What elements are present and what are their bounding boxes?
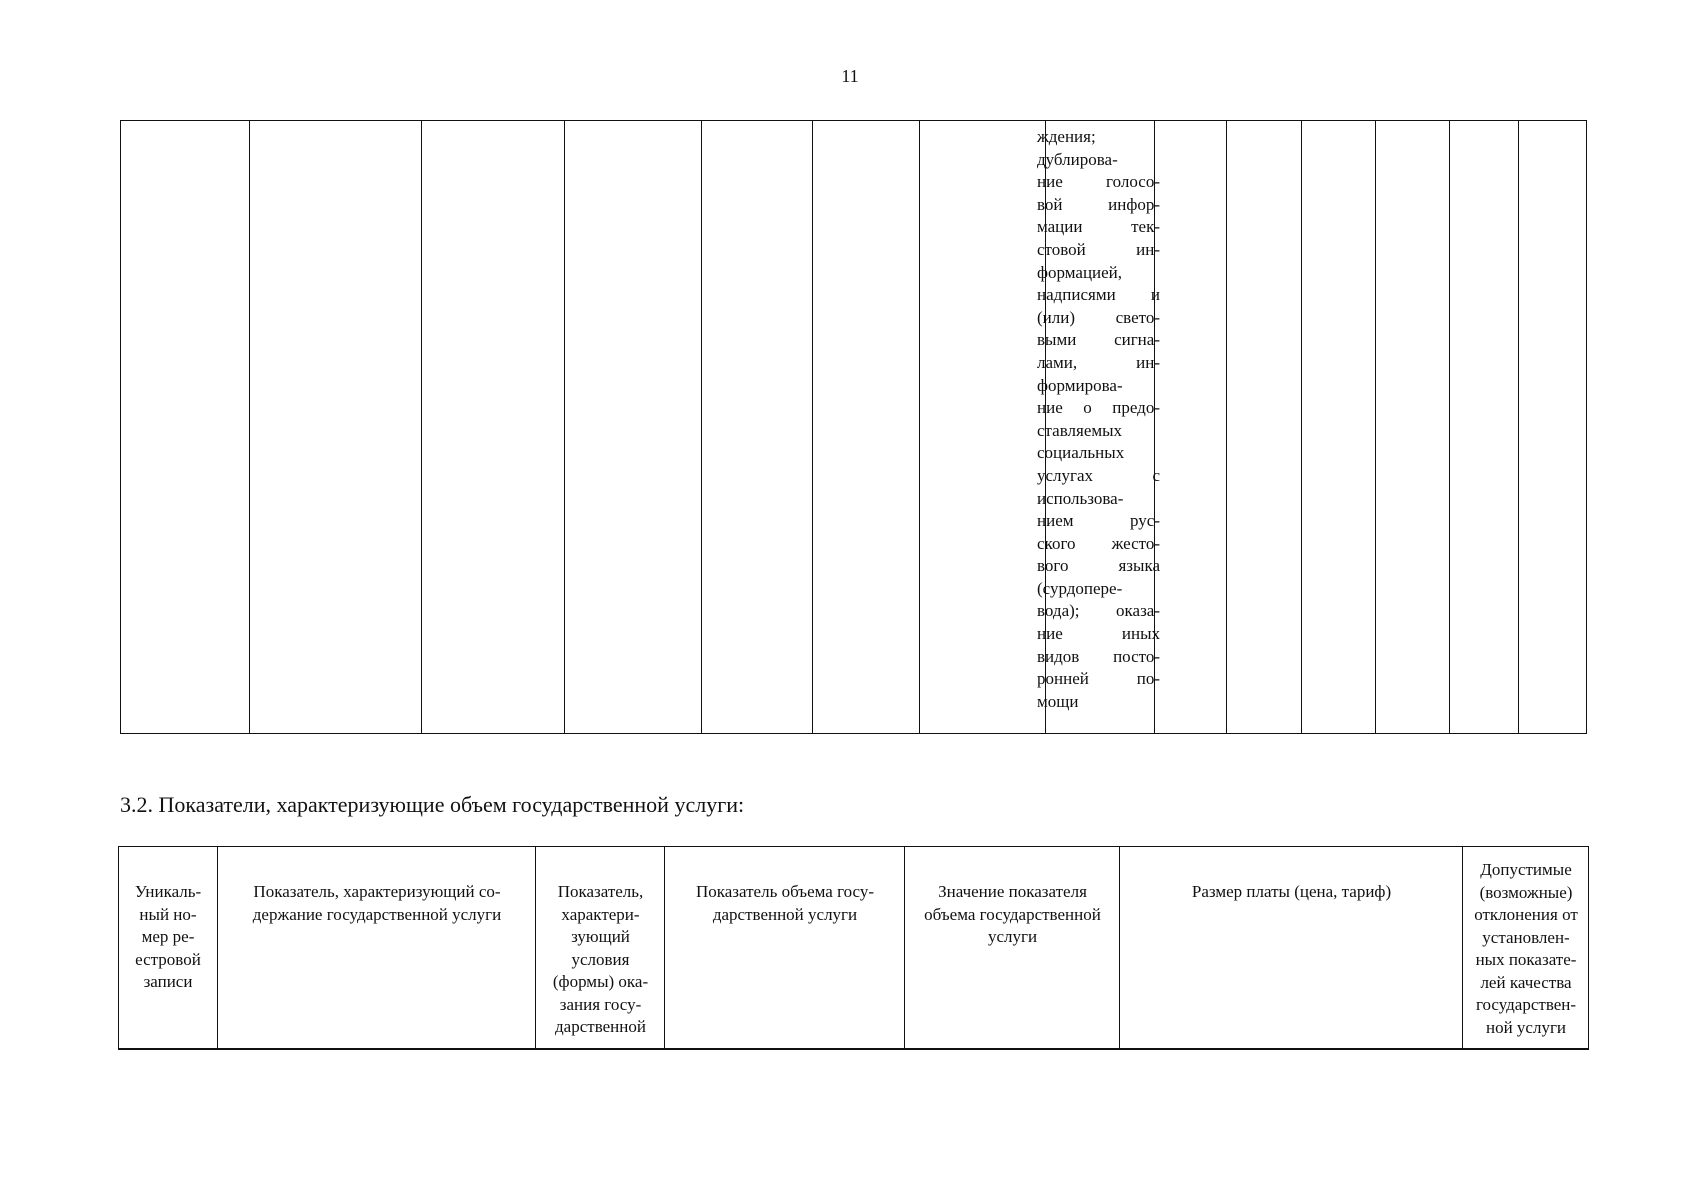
column-divider <box>564 121 565 733</box>
column-divider <box>919 121 920 733</box>
cell-line: лами, ин- <box>1037 352 1160 372</box>
header-volume-indicator: Показатель объема госу- дарственной услуги <box>695 882 875 924</box>
cell-line: формирова- <box>1037 375 1123 395</box>
column-divider <box>1226 121 1227 733</box>
cell-line: ние о предо- <box>1037 398 1160 418</box>
column-divider <box>1375 121 1376 733</box>
column-divider <box>1301 121 1302 733</box>
header-content-indicator: Показатель, характеризующий со- держание государственной услуги <box>252 882 502 924</box>
cell-line: ждения; <box>1037 127 1096 146</box>
cell-line: видов посто- <box>1037 646 1160 666</box>
cell-line: ского жесто- <box>1037 533 1160 553</box>
cell-line: ставляемых <box>1037 420 1123 440</box>
cell-line: вого языка <box>1037 556 1160 576</box>
cell-line: вода); оказа- <box>1037 601 1160 621</box>
column-divider <box>217 847 218 1048</box>
cell-line: стовой ин- <box>1037 239 1160 259</box>
header-volume-value: Значение показателя объема государственной услуги <box>924 882 1101 946</box>
table-cell-text <box>1037 126 1160 713</box>
header-conditions-indicator: Показатель, характери- зующий условия (формы) ока- зания госу- дарственной <box>552 882 649 1036</box>
cell-line: социальных <box>1037 443 1125 463</box>
cell-line: ние голосо- <box>1037 172 1160 192</box>
cell-line: мощи <box>1037 691 1079 711</box>
column-divider <box>904 847 905 1048</box>
column-divider <box>1449 121 1450 733</box>
cell-line: формацией, <box>1037 262 1123 282</box>
section-heading: 3.2. Показатели, характеризующие объем государственной услуги: <box>120 792 745 817</box>
cell-line: (или) свето- <box>1037 307 1160 327</box>
cell-line: мации тек- <box>1037 217 1160 237</box>
column-divider <box>1518 121 1519 733</box>
volume-indicators-table <box>118 846 1589 1050</box>
header-registry-number: Уникаль- ный но- мер ре- естровой записи <box>134 882 202 991</box>
cell-line: ронней по- <box>1037 669 1160 689</box>
header-allowed-deviations: Допустимые (возможные) отклонения от установлен- ных показате- лей качества государствен- ной услуги <box>1474 860 1578 1037</box>
column-divider <box>421 121 422 733</box>
column-divider <box>249 121 250 733</box>
cell-line: использова- <box>1037 488 1124 508</box>
page-number: 11 <box>841 66 859 86</box>
column-divider <box>535 847 536 1048</box>
cell-line: (сурдопере- <box>1037 578 1123 598</box>
cell-line: услугах с <box>1037 465 1160 485</box>
cell-line: ние иных <box>1037 624 1160 644</box>
column-divider <box>664 847 665 1048</box>
cell-line: вой инфор- <box>1037 194 1160 214</box>
cell-line: дублирова- <box>1037 149 1118 169</box>
header-fee-amount: Размер платы (цена, тариф) <box>1191 882 1392 901</box>
column-divider <box>701 121 702 733</box>
continuation-table <box>120 120 1587 734</box>
column-divider <box>812 121 813 733</box>
column-divider <box>1119 847 1120 1048</box>
cell-line: нием рус- <box>1037 511 1160 531</box>
cell-line: выми сигна- <box>1037 330 1160 350</box>
cell-line: надписями и <box>1037 285 1160 305</box>
column-divider <box>1462 847 1463 1048</box>
